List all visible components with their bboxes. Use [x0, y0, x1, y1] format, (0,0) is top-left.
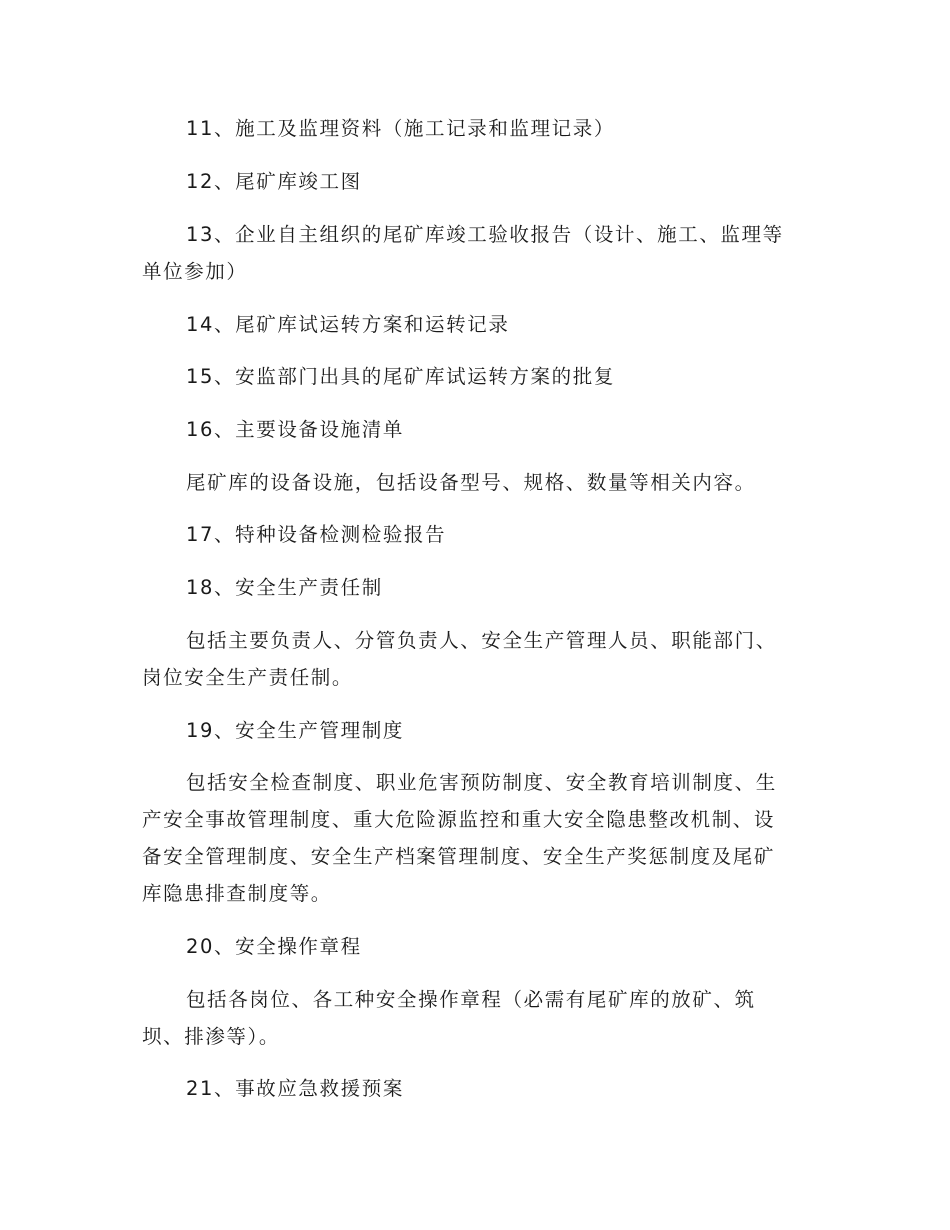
paragraph-management-line-3: 备安全管理制度、安全生产档案管理制度、安全生产奖惩制度及尾矿	[142, 845, 776, 868]
paragraph-responsibility: 包括主要负责人、分管负责人、安全生产管理人员、职能部门、	[186, 629, 777, 652]
list-item-20: 20、安全操作章程	[186, 935, 362, 958]
paragraph-operations-line-1: 包括各岗位、各工种安全操作章程（必需有尾矿库的放矿、筑	[186, 988, 756, 1011]
list-item-21: 21、事故应急救援预案	[186, 1077, 404, 1100]
paragraph-management-line-2: 产安全事故管理制度、重大危险源监控和重大安全隐患整改机制、设	[142, 808, 776, 831]
list-item-11: 11、施工及监理资料（施工记录和监理记录）	[186, 117, 615, 140]
list-item-13-continued: 单位参加）	[142, 260, 248, 283]
list-item-15: 15、安监部门出具的尾矿库试运转方案的批复	[186, 365, 615, 388]
list-item-18: 18、安全生产责任制	[186, 576, 383, 599]
list-item-16: 16、主要设备设施清单	[186, 418, 404, 441]
list-item-17: 17、特种设备检测检验报告	[186, 523, 447, 546]
list-item-14: 14、尾矿库试运转方案和运转记录	[186, 313, 510, 336]
list-item-13: 13、企业自主组织的尾矿库竣工验收报告（设计、施工、监理等	[186, 223, 784, 246]
paragraph-operations-line-2: 坝、排渗等）。	[142, 1025, 280, 1048]
paragraph-equipment: 尾矿库的设备设施，包括设备型号、规格、数量等相关内容。	[186, 471, 756, 494]
list-item-19: 19、安全生产管理制度	[186, 719, 404, 742]
paragraph-management-line-1: 包括安全检查制度、职业危害预防制度、安全教育培训制度、生	[186, 771, 777, 794]
list-item-12: 12、尾矿库竣工图	[186, 170, 362, 193]
paragraph-responsibility-continued: 岗位安全生产责任制。	[142, 666, 354, 689]
paragraph-management-line-4: 库隐患排查制度等。	[142, 882, 332, 905]
